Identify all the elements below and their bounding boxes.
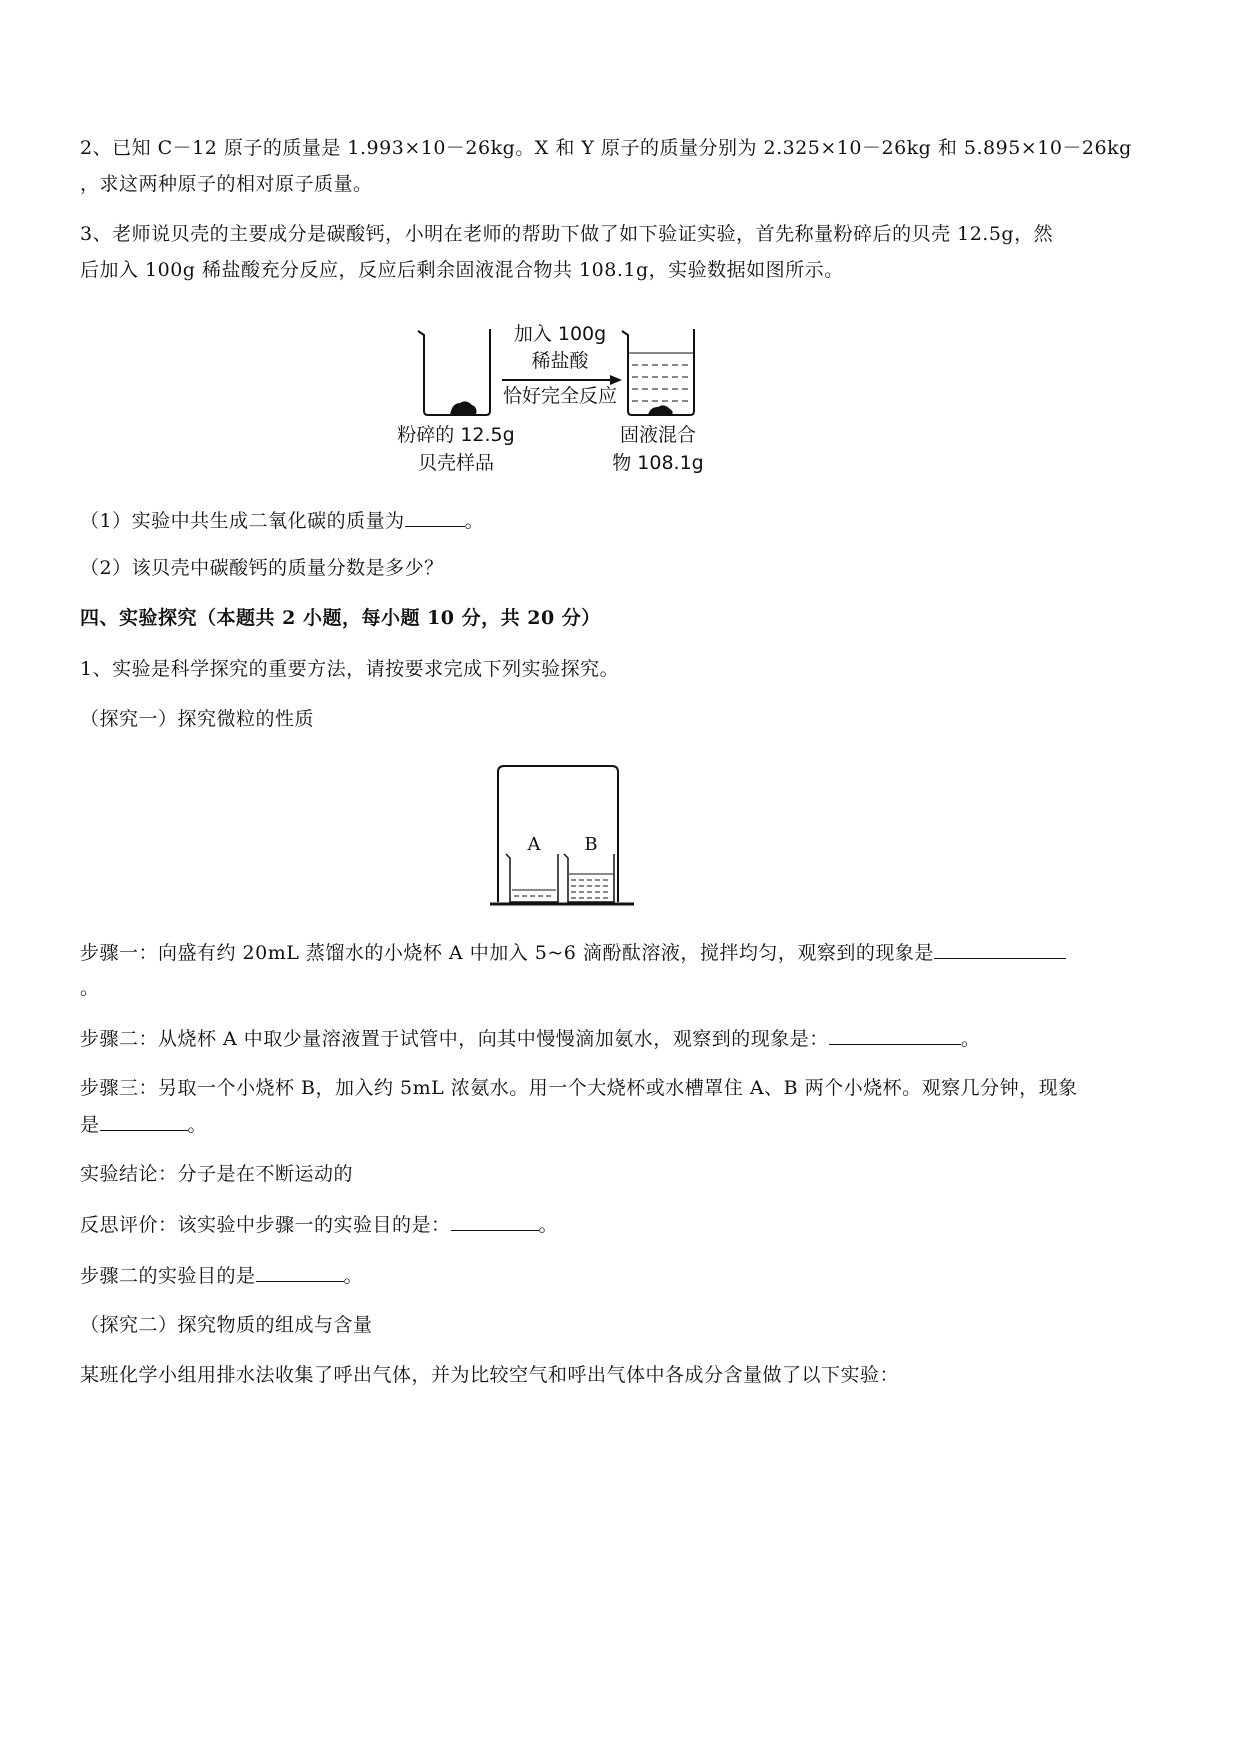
arrow-label-bottom: 恰好完全反应: [502, 385, 618, 407]
step3-end: 。: [187, 1114, 208, 1136]
exp1-part2-intro: 某班化学小组用排水法收集了呼出气体，并为比较空气和呼出气体中各成分含量做了以下实验：: [80, 1364, 900, 1386]
right-label2: 物 108.1g: [612, 452, 704, 474]
left-label2: 贝壳样品: [417, 452, 495, 474]
step1-text: 步骤一：向盛有约 20mL 蒸馏水的小烧杯 A 中加入 5~6 滴酚酞溶液，搅拌均匀，观察到的现象是: [80, 942, 934, 964]
q3-sub1-end: 。: [464, 510, 485, 532]
step3-line1: 步骤三：另取一个小烧杯 B，加入约 5mL 浓氨水。用一个大烧杯或水槽罩住 A、B 两个小烧杯。观察几分钟，现象: [80, 1077, 1078, 1099]
step1-end: 。: [80, 977, 100, 999]
arrow-label-top2: 稀盐酸: [531, 350, 589, 372]
exp1-intro: 1、实验是科学探究的重要方法，请按要求完成下列实验探究。: [80, 658, 620, 680]
molecule-experiment-figure: [488, 762, 638, 912]
arrow-label-top1: 加入 100g: [513, 323, 607, 345]
right-beaker-icon: [622, 329, 694, 415]
answer-blank[interactable]: [829, 1026, 961, 1045]
label-a: A: [527, 834, 541, 855]
reflection-end: 。: [538, 1214, 559, 1236]
arrow-icon: [502, 375, 622, 385]
q2-line2: ，求这两种原子的相对原子质量。: [80, 173, 373, 195]
step1: [80, 940, 1066, 965]
answer-blank[interactable]: [256, 1263, 344, 1282]
reflection-text: 反思评价：该实验中步骤一的实验目的是：: [80, 1214, 451, 1236]
q3-sub2: （2）该贝壳中碳酸钙的质量分数是多少？: [80, 557, 444, 579]
step3-text: 是: [80, 1114, 100, 1136]
q3-line1: 3、老师说贝壳的主要成分是碳酸钙，小明在老师的帮助下做了如下验证实验，首先称量粉碎后的贝壳 12.5g，然: [80, 223, 1054, 245]
right-label1: 固液混合: [619, 424, 697, 446]
left-label1: 粉碎的 12.5g: [397, 424, 515, 446]
conclusion: 实验结论：分子是在不断运动的: [80, 1163, 354, 1185]
step2-purpose-text: 步骤二的实验目的是: [80, 1265, 256, 1287]
reaction-figure: [397, 315, 710, 480]
q2-line1: 2、已知 C－12 原子的质量是 1.993×10－26kg。X 和 Y 原子的质量分别为 2.325×10－26kg 和 5.895×10－26kg: [80, 137, 1132, 159]
step2: [80, 1026, 980, 1051]
left-beaker-icon: [418, 329, 490, 415]
answer-blank[interactable]: [451, 1212, 539, 1231]
beaker-a-icon: [506, 854, 558, 902]
reflection: [80, 1212, 558, 1237]
answer-blank[interactable]: [100, 1112, 188, 1131]
answer-blank[interactable]: [405, 508, 465, 527]
exp1-part2-title: （探究二）探究物质的组成与含量: [80, 1314, 373, 1336]
exp1-part1-title: （探究一）探究微粒的性质: [80, 708, 315, 730]
q3-sub1-text: （1）实验中共生成二氧化碳的质量为: [80, 510, 405, 532]
step2-text: 步骤二：从烧杯 A 中取少量溶液置于试管中，向其中慢慢滴加氨水，观察到的现象是：: [80, 1028, 829, 1050]
step2-end: 。: [960, 1028, 981, 1050]
beaker-b-icon: [564, 854, 614, 902]
label-b: B: [584, 834, 598, 855]
q3-line2: 后加入 100g 稀盐酸充分反应，反应后剩余固液混合物共 108.1g，实验数据如图所示。: [80, 259, 844, 281]
step3-line2: [80, 1112, 207, 1137]
answer-blank[interactable]: [934, 940, 1066, 959]
q3-sub1: [80, 508, 484, 533]
large-beaker-icon: [490, 766, 634, 904]
section-title: 四、实验探究（本题共 2 小题，每小题 10 分，共 20 分）: [80, 607, 601, 629]
step2-purpose: [80, 1263, 363, 1288]
step2-purpose-end: 。: [343, 1265, 364, 1287]
